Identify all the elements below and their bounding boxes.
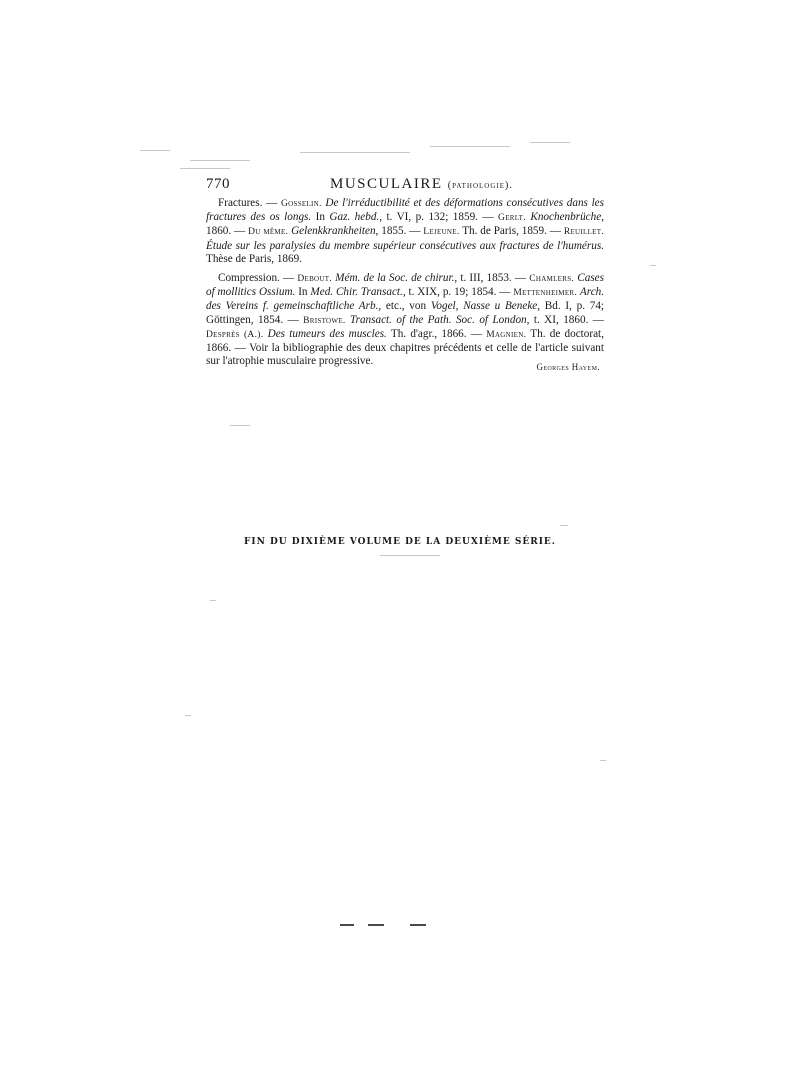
printer-mark [410, 924, 426, 926]
scan-speckle [380, 555, 440, 556]
citation-title: Vogel, Nasse u Beneke, [430, 300, 541, 313]
citation-detail: Th. d'agr., 1866. — [390, 327, 482, 340]
citation-title: Med. Chir. Transact., [310, 286, 406, 299]
scan-speckle [300, 152, 410, 153]
running-title-main: MUSCULAIRE [330, 176, 443, 192]
citation-author: Chamlers. [529, 274, 575, 285]
paragraph-label: Fractures. [218, 197, 263, 209]
bibliography-paragraph-fractures: Fractures. — Gosselin. De l'irréductibilité et des déformations consécutives dans les fractures des os longs. In Gaz. hebd., t. VI, p. 132; 1859. — Gerlt. Knochenbrüche, 1860. — Du même. Gelenkkrankheiten, 1855. — Lejeune. Th. de Paris, 1859. — Reuillet. Étude sur les paralysies du membre supérieur consécutives aux fractures de l'humérus. Thèse de Paris, 1869. [206, 197, 605, 265]
scan-speckle [140, 150, 170, 151]
scan-speckle [430, 146, 510, 147]
bibliography-text [206, 197, 604, 375]
printer-mark [340, 924, 354, 926]
citation-author: Gerlt. [498, 213, 526, 224]
printer-mark [368, 924, 384, 926]
scan-speckle [230, 425, 250, 426]
citation-author: Reuillet. [563, 227, 604, 238]
citation-title: Mém. de la Soc. de chirur., [335, 272, 458, 285]
citation-title: Gaz. hebd., [329, 211, 383, 224]
running-title-subtitle: (pathologie). [447, 180, 513, 191]
citation-detail: In [315, 211, 325, 224]
citation-detail: Th. de Paris, 1859. — [462, 225, 561, 238]
citation-title: Des tumeurs des muscles. [267, 327, 387, 340]
scan-speckle [600, 760, 606, 761]
citation-detail: In [298, 286, 308, 299]
citation-detail: t. XIX, p. 19; 1854. — [408, 286, 511, 299]
footer-printer-marks [340, 924, 430, 928]
citation-author: Du même. [248, 227, 289, 238]
citation-author: Lejeune. [423, 227, 460, 238]
scan-speckle [190, 160, 250, 161]
end-of-volume-note: FIN DU DIXIÈME VOLUME DE LA DEUXIÈME SÉRIE. [244, 537, 556, 547]
citation-author: Desprès (A.). [206, 329, 264, 340]
page-header [206, 176, 604, 198]
citation-title: Knochenbrüche, [530, 211, 604, 224]
citation-detail: Bd. I, p. 74; Göttingen, 1854. — [206, 300, 605, 326]
scan-speckle [180, 168, 230, 169]
citation-detail: t. VI, p. 132; 1859. — [386, 211, 494, 224]
citation-title: De l'irréductibilité et des déformations consécutives dans les fractures des os longs. [206, 197, 605, 224]
citation-detail: 1855. — [381, 225, 421, 238]
page-number: 770 [206, 176, 230, 192]
scan-speckle [560, 525, 568, 526]
bibliography-paragraph-compression: Compression. — Debout. Mém. de la Soc. de chirur., t. III, 1853. — Chamlers. Cases of mollitics Ossium. In Med. Chir. Transact., t. XIX, p. 19; 1854. — Mettenheimer. Arch. des Vereins f. gemeinschaftliche Arb., etc., von Vogel, Nasse u Beneke, Bd. I, p. 74; Göttingen, 1854. — Bristowe. Transact. of the Path. Soc. of London, t. XI, 1860. — Desprès (A.). Des tumeurs des muscles. Th. d'agr., 1866. — Magnien. Th. de doctorat, 1866. — Voir la bibliographie des deux chapitres précédents et celle de l'article suivant sur l'atrophie musculaire progressive. [206, 272, 605, 368]
citation-detail: etc., von [385, 300, 427, 313]
paragraph-label: Compression. [218, 272, 280, 285]
citation-detail: t. III, 1853. — [460, 272, 527, 285]
citation-detail: Th. de doctorat, 1866. — Voir la bibliographie des deux chapitres précédents et celle de l'article suivant sur l'atrophie musculaire progressive. [206, 327, 604, 368]
citation-title: Gelenkkrankheiten, [291, 225, 379, 238]
citation-title: Transact. of the Path. Soc. of London, [350, 313, 530, 326]
author-signature: Georges Hayem. [536, 362, 600, 373]
citation-author: Debout. [297, 274, 333, 285]
citation-author: Bristowe. [303, 315, 346, 326]
citation-title: Cases of mollitics Ossium. [206, 272, 604, 299]
citation-author: Mettenheimer. [513, 288, 578, 299]
citation-detail: t. XI, 1860. — [533, 313, 604, 326]
scan-speckle [185, 715, 191, 716]
citation-detail: 1860. — [206, 225, 246, 238]
running-title [330, 176, 513, 193]
citation-author: Magnien. [486, 329, 527, 340]
scan-speckle [650, 265, 656, 266]
citation-author: Gosselin. [281, 199, 322, 209]
citation-title: Étude sur les paralysies du membre supérieur consécutives aux fractures de l'humérus. [206, 239, 604, 252]
citation-title: Arch. des Vereins f. gemeinschaftliche Arb., [206, 286, 605, 313]
scan-speckle [530, 142, 570, 143]
citation-detail: Thèse de Paris, 1869. [206, 252, 303, 265]
scan-speckle [210, 600, 216, 601]
